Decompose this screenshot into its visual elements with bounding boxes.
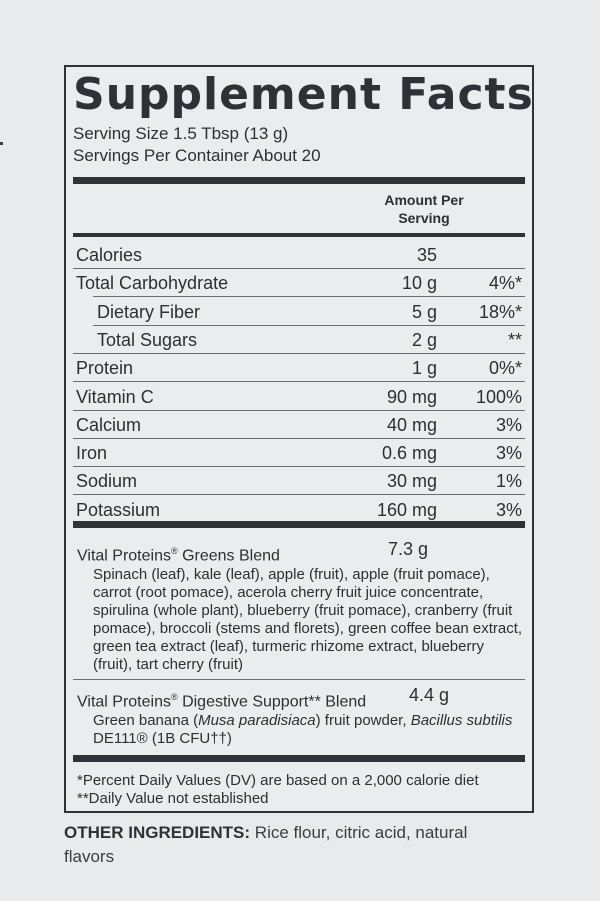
nutrient-name: Total Carbohydrate [76,273,229,294]
nutrient-name: Sodium [76,471,138,492]
nutrient-row [73,383,525,411]
nutrient-amount: 10 g [401,273,437,294]
registered-mark: ® [170,692,178,702]
nutrient-row [73,326,525,354]
nutrient-daily-value: 3% [495,499,522,520]
species-name: Musa paradisiaca [198,712,316,730]
blend-brand: Vital Proteins [77,693,171,711]
nutrient-row [73,298,525,326]
nutrient-row [73,439,525,467]
nutrient-row [73,467,525,495]
panel-content [73,67,534,811]
blend-amount: 7.3 g [388,539,429,559]
blend-ingredients: Spinach (leaf), kale (leaf), apple (fruit), apple (fruit pomace), carrot (root pomace), acerola cherry fruit juice concentrate, spirulina (whole plant), blueberry (fruit pomace), cranberry (fruit pomace), broccoli (stems and florets), green coffee bean extract, green tea extract (leaf), turmeric rhizome extract, blueberry (fruit), tart cherry (fruit) [93,566,523,674]
blend-title: Digestive Support** Blend [177,693,367,711]
nutrient-name: Potassium [76,499,161,520]
other-ingredients [64,821,494,869]
nutrient-daily-value: 18%* [478,301,522,322]
ingredient-text: ) fruit powder, [315,712,411,730]
other-ingredients-text: Rice flour, citric acid, natural flavors [64,823,468,866]
nutrient-amount: 1 g [411,358,437,379]
nutrient-name: Iron [76,443,108,464]
nutrient-daily-value: 3% [495,443,522,464]
blend-amount: 4.4 g [409,685,450,705]
nutrient-amount: 5 g [411,301,437,322]
other-ingredients-label: OTHER INGREDIENTS: [64,823,251,842]
footnote-dv: *Percent Daily Values (DV) are based on a 2,000 calorie diet [77,772,479,789]
nutrient-row [73,241,525,269]
nutrient-row [73,354,525,382]
registered-mark: ® [170,546,178,556]
digestive-support-blend [73,687,525,748]
nutrient-name: Dietary Fiber [97,301,201,322]
nutrient-amount: 35 [416,245,437,265]
nutrient-amount: 90 mg [386,386,437,407]
ingredient-text: Green banana ( [93,712,199,730]
blend-ingredients [73,712,525,748]
nutrient-daily-value: 1% [495,471,522,492]
nutrient-name: Total Sugars [97,329,198,350]
footnote-no-dv: **Daily Value not established [77,790,269,807]
nutrient-daily-value: 0%* [488,358,522,379]
nutrient-name: Calories [76,245,143,265]
nutrient-row [73,269,525,297]
servings-per-container: Servings Per Container About 20 [73,146,321,165]
thick-divider [73,755,525,762]
nutrient-daily-value: 4%* [488,273,522,294]
header-divider [73,233,525,237]
nutrient-row [73,496,525,524]
nutrient-amount: 40 mg [386,414,437,435]
nutrient-amount: 2 g [411,329,437,350]
nutrient-name: Calcium [76,414,142,435]
nutrient-name: Protein [76,358,134,379]
nutrient-amount: 0.6 mg [381,443,437,464]
blend-name [73,541,525,566]
blend-name [73,687,525,712]
serving-size: Serving Size 1.5 Tbsp (13 g) [73,124,289,143]
nutrient-name: Vitamin C [76,386,154,407]
edge-mark [0,142,3,145]
serving-info [73,123,321,167]
nutrient-amount: 30 mg [386,471,437,492]
nutrient-daily-value: ** [507,329,522,350]
panel-title: Supplement Facts [73,69,534,120]
thick-divider [73,521,525,528]
ingredient-text: DE111® (1B CFU††) [93,730,232,748]
species-name: Bacillus subtilis [410,712,513,730]
nutrient-row [73,411,525,439]
nutrient-daily-value: 100% [475,386,522,407]
amount-header-line2: Serving [398,210,450,226]
thick-divider [73,177,525,184]
nutrient-amount: 160 mg [376,499,437,520]
supplement-facts-panel [64,65,534,813]
blend-brand: Vital Proteins [77,547,171,565]
blend-divider [73,679,525,680]
blend-title: Greens Blend [177,547,280,565]
amount-per-serving-header [349,191,499,227]
amount-header-line1: Amount Per [384,192,464,208]
greens-blend [73,541,525,674]
nutrient-daily-value: 3% [495,414,522,435]
